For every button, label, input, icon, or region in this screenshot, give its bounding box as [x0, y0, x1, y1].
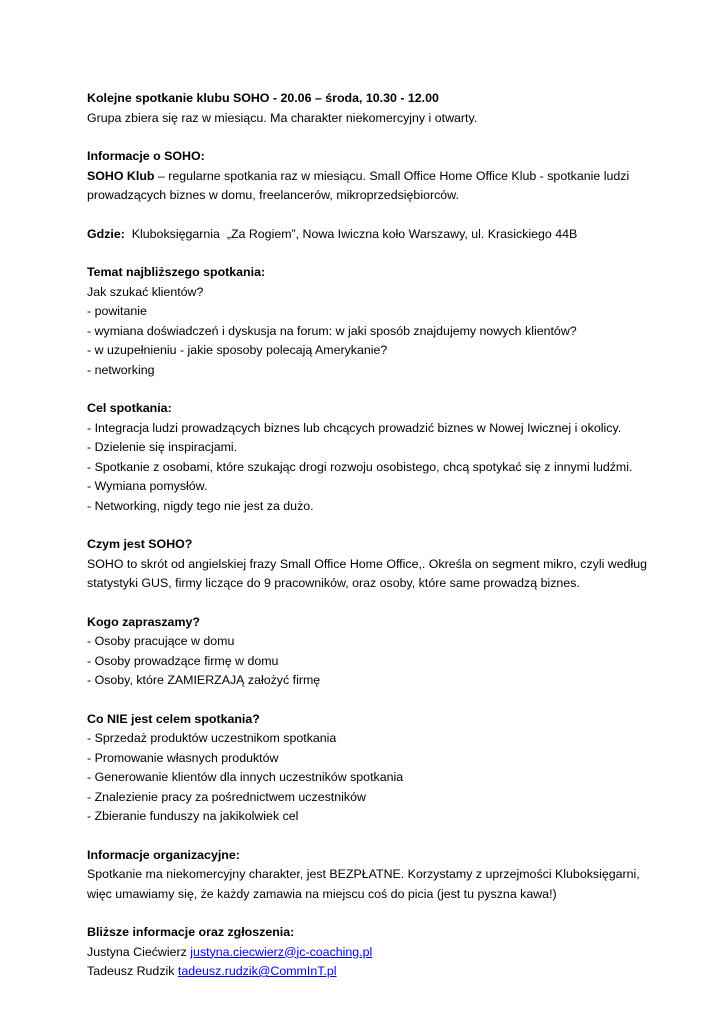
meeting-subtitle: Grupa zbiera się raz w miesiącu. Ma charakter niekomercyjny i otwarty.: [87, 110, 478, 125]
contact-line: [87, 962, 662, 982]
meeting-title: Kolejne spotkanie klubu SOHO - 20.06 – środa, 10.30 - 12.00: [87, 91, 439, 105]
list-item: - Osoby pracujące w domu: [87, 634, 235, 648]
list-item: - Spotkanie z osobami, które szukając drogi rozwoju osobistego, chcą spotykać się z innymi ludźmi.: [87, 459, 633, 474]
what-section: [87, 535, 662, 594]
goal-section: [87, 399, 662, 516]
notgoal-title: Co NIE jest celem spotkania?: [87, 711, 260, 726]
email-link[interactable]: tadeusz.rudzik@CommInT.pl: [177, 964, 337, 978]
email-link[interactable]: justyna.ciecwierz@jc-coaching.pl: [190, 944, 373, 959]
list-item: - Zbieranie funduszy na jakikolwiek cel: [87, 809, 299, 823]
info-term: SOHO Klub: [87, 168, 155, 183]
list-item: - Znalezienie pracy za pośrednictwem uczestników: [87, 789, 366, 804]
list-item: - Osoby, które ZAMIERZAJĄ założyć firmę: [87, 673, 321, 687]
list-item: - Wymiana pomysłów.: [87, 479, 208, 493]
list-item: - Generowanie klientów dla innych uczestników spotkania: [87, 770, 404, 784]
contact-section: [87, 923, 662, 982]
info-title: Informacje o SOHO:: [87, 149, 205, 163]
list-item: - Networking, nigdy tego nie jest za dużo.: [87, 498, 314, 513]
list-item: - Sprzedaż produktów uczestnikom spotkania: [87, 731, 337, 745]
contact-name: Tadeusz Rudzik: [87, 964, 178, 978]
info-text: – regularne spotkania raz w miesiącu. Small Office Home Office Klub - spotkanie ludzi prowadzących biznes w domu, freelancerów, mikroprzedsiębiorców.: [87, 168, 630, 202]
topic-title: Temat najbliższego spotkania:: [87, 265, 266, 279]
list-item: - networking: [87, 362, 155, 377]
where-section: [87, 225, 662, 245]
what-paragraph: SOHO to skrót od angielskiej frazy Small Office Home Office,. Określa on segment mikro, czyli według statystyki GUS, firmy liczące do 9 pracowników, oraz osoby, które same prowadzą biznes.: [87, 556, 648, 590]
meeting-heading-section: [87, 89, 662, 128]
org-section: [87, 846, 662, 905]
contact-line: [87, 943, 662, 963]
list-item: - Promowanie własnych produktów: [87, 750, 279, 765]
list-item: - Osoby prowadzące firmę w domu: [87, 653, 279, 668]
list-item: Jak szukać klientów?: [87, 284, 204, 299]
topic-section: [87, 263, 662, 380]
info-paragraph: [87, 167, 662, 206]
list-item: - wymiana doświadczeń i dyskusja na forum: w jaki sposób znajdujemy nowych klientów?: [87, 323, 577, 338]
invite-title: Kogo zapraszamy?: [87, 614, 200, 629]
list-item: - Integracja ludzi prowadzących biznes lub chcących prowadzić biznes w Nowej Iwicznej i okolicy.: [87, 420, 622, 435]
where-text: Kluboksięgarnia „Za Rogiem”, Nowa Iwiczna koło Warszawy, ul. Krasickiego 44B: [124, 226, 578, 241]
org-paragraph: Spotkanie ma niekomercyjny charakter, jest BEZPŁATNE. Korzystamy z uprzejmości Kluboksięgarni, więc umawiamy się, że każdy zamawia na miejscu coś do picia (jest tu pyszna kawa!): [87, 867, 640, 901]
notgoal-section: [87, 710, 662, 827]
org-title: Informacje organizacyjne:: [87, 847, 240, 862]
list-item: - w uzupełnieniu - jakie sposoby polecają Amerykanie?: [87, 343, 388, 357]
where-label: Gdzie:: [87, 226, 125, 241]
info-section: [87, 147, 662, 206]
list-item: - powitanie: [87, 304, 147, 318]
where-paragraph: [87, 225, 662, 245]
contact-name: Justyna Ciećwierz: [87, 944, 191, 959]
contact-title: Bliższe informacje oraz zgłoszenia:: [87, 925, 295, 939]
document-body: [87, 89, 662, 1001]
list-item: - Dzielenie się inspiracjami.: [87, 440, 238, 454]
invite-section: [87, 613, 662, 691]
goal-title: Cel spotkania:: [87, 401, 172, 415]
what-title: Czym jest SOHO?: [87, 537, 193, 551]
